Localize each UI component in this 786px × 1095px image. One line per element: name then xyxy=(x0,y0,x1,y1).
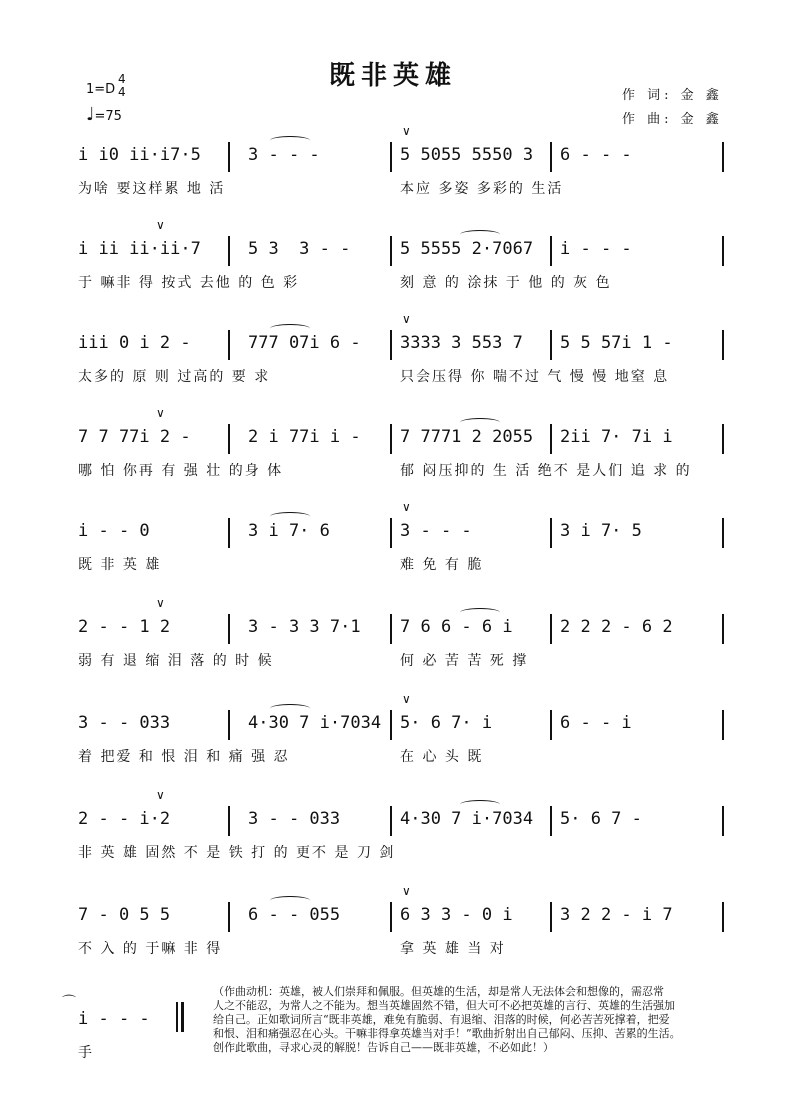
time-signature xyxy=(118,73,126,99)
lyric-line: 为啥 要这样累 地 活 xyxy=(78,181,226,197)
measure: 5 5055 5550 3 xyxy=(400,145,534,165)
measure: i - - - xyxy=(78,1009,150,1029)
slur-mark xyxy=(460,608,500,617)
barline xyxy=(390,518,392,548)
measure: 3 - - - xyxy=(400,521,472,541)
measure: 3 - - 033 xyxy=(248,809,341,829)
composition-notes xyxy=(213,985,733,1055)
lyric-line: 郁 闷压抑的 生 活 绝不 是人们 追 求 的 xyxy=(400,463,692,479)
lyric-line: 手 xyxy=(78,1045,94,1061)
barline xyxy=(722,806,724,836)
meter-top: 4 xyxy=(118,72,126,86)
barline xyxy=(390,614,392,644)
barline xyxy=(550,806,552,836)
barline xyxy=(550,236,552,266)
measure: 3333 3 553 7 xyxy=(400,333,523,353)
slur-mark xyxy=(270,896,310,905)
lyric-line: 刻 意 的 涂抹 于 他 的 灰 色 xyxy=(400,275,612,291)
composer-credit: 作 曲: 金 鑫 xyxy=(622,112,723,127)
measure: 2 2 2 - 6 2 xyxy=(560,617,673,637)
score-row xyxy=(60,884,730,978)
final-barline xyxy=(176,1002,178,1032)
barline xyxy=(722,518,724,548)
breath-mark-icon: ∨ xyxy=(156,218,165,232)
barline xyxy=(390,710,392,740)
barline xyxy=(390,424,392,454)
barline xyxy=(550,902,552,932)
breath-mark-icon: ∨ xyxy=(156,596,165,610)
barline xyxy=(722,236,724,266)
breath-mark-icon: ∨ xyxy=(156,788,165,802)
measure: 4·30 7 i·7034 xyxy=(400,809,534,829)
lyricist-credit: 作 词: 金 鑫 xyxy=(622,88,723,103)
measure: 2ii 7· 7i i xyxy=(560,427,673,447)
measure: 6 - - 055 xyxy=(248,905,341,925)
measure: 2 - - i·2 xyxy=(78,809,171,829)
barline xyxy=(228,614,230,644)
barline xyxy=(228,330,230,360)
slur-mark xyxy=(270,136,310,145)
measure: 2 i 77i i - xyxy=(248,427,361,447)
notes-line: 给自己。正如歌词所言“既非英雄，难免有脆弱、有退缩、泪落的时候，何必苦苦死撑着，把爱 xyxy=(213,1013,670,1026)
lyric-line: 何 必 苦 苦 死 撑 xyxy=(400,653,529,669)
barline xyxy=(390,142,392,172)
lyric-line: 于 嘛非 得 按式 去他 的 色 彩 xyxy=(78,275,300,291)
lyric-line: 难 免 有 脆 xyxy=(400,557,484,573)
score-row xyxy=(60,312,730,406)
barline xyxy=(228,902,230,932)
notes-line: 人之不能忍，为常人之不能为。想当英雄固然不错，但大可不必把英雄的言行、英雄的生活强加 xyxy=(213,999,675,1012)
barline xyxy=(550,142,552,172)
score-row xyxy=(60,692,730,786)
barline xyxy=(722,902,724,932)
barline xyxy=(228,142,230,172)
lyric-line: 在 心 头 既 xyxy=(400,749,484,765)
barline xyxy=(550,518,552,548)
lyric-line: 着 把爱 和 恨 泪 和 痛 强 忍 xyxy=(78,749,290,765)
lyric-line: 拿 英 雄 当 对 xyxy=(400,941,506,957)
meter-bottom: 4 xyxy=(118,85,126,99)
barline xyxy=(228,806,230,836)
measure: 5· 6 7 - xyxy=(560,809,642,829)
tempo-marking xyxy=(86,104,122,125)
measure: 5· 6 7· i xyxy=(400,713,493,733)
breath-mark-icon: ∨ xyxy=(156,406,165,420)
barline xyxy=(228,710,230,740)
score-row xyxy=(60,788,730,882)
score-row xyxy=(60,500,730,594)
lyric-line: 不 入 的 于嘛 非 得 xyxy=(78,941,223,957)
barline xyxy=(722,614,724,644)
measure: 5 3 3 - - xyxy=(248,239,351,259)
notes-line: 和恨、泪和痛强忍在心头。干嘛非得拿英雄当对手！”歌曲折射出自己郁闷、压抑、苦累的生活。 xyxy=(213,1027,681,1040)
breath-mark-icon: ∨ xyxy=(402,692,411,706)
score-row xyxy=(60,124,730,218)
barline xyxy=(722,424,724,454)
lyric-line: 哪 怕 你再 有 强 壮 的身 体 xyxy=(78,463,284,479)
lyric-line: 既 非 英 雄 xyxy=(78,557,162,573)
lyric-line: 本应 多姿 多彩的 生活 xyxy=(400,181,564,197)
measure: 5 5555 2·7067 xyxy=(400,239,534,259)
measure: 3 i 7· 6 xyxy=(248,521,330,541)
measure: 3 2 2 - i 7 xyxy=(560,905,673,925)
lyric-line: 弱 有 退 缩 泪 落 的 时 候 xyxy=(78,653,274,669)
barline xyxy=(390,902,392,932)
score-row xyxy=(60,218,730,312)
key-signature: 1=D xyxy=(86,82,116,97)
quarter-note-icon: ♩ xyxy=(86,104,95,125)
barline xyxy=(228,518,230,548)
measure: 5 5 57i 1 - xyxy=(560,333,673,353)
score-row xyxy=(60,406,730,500)
barline xyxy=(722,142,724,172)
measure: 3 - 3 3 7·1 xyxy=(248,617,361,637)
measure: 7 7771 2 2055 xyxy=(400,427,534,447)
measure: 2 - - 1 2 xyxy=(78,617,171,637)
measure: 777 07i 6 - xyxy=(248,333,361,353)
measure: 6 3 3 - 0 i xyxy=(400,905,513,925)
measure: i ii ii·ii·7 xyxy=(78,239,201,259)
measure: i - - - xyxy=(560,239,632,259)
slur-mark xyxy=(270,512,310,521)
measure: i - - 0 xyxy=(78,521,150,541)
score-row xyxy=(60,596,730,690)
slur-mark xyxy=(460,800,500,809)
breath-mark-icon: ∨ xyxy=(402,884,411,898)
barline xyxy=(550,424,552,454)
slur-mark xyxy=(460,418,500,427)
measure: 3 - - 033 xyxy=(78,713,171,733)
measure: 6 - - i xyxy=(560,713,632,733)
slur-mark xyxy=(270,324,310,333)
breath-mark-icon: ∨ xyxy=(402,312,411,326)
barline xyxy=(550,330,552,360)
measure: 7 7 77i 2 - xyxy=(78,427,191,447)
barline xyxy=(550,710,552,740)
lyric-line: 太多的 原 则 过高的 要 求 xyxy=(78,369,271,385)
measure: 7 - 0 5 5 xyxy=(78,905,171,925)
barline xyxy=(722,710,724,740)
final-barline-thick xyxy=(181,1002,184,1032)
measure: 4·30 7 i·7034 xyxy=(248,713,382,733)
tempo-value: =75 xyxy=(94,109,122,124)
fermata-icon: ⌒ xyxy=(62,995,76,1011)
barline xyxy=(390,806,392,836)
barline xyxy=(390,236,392,266)
slur-mark xyxy=(460,230,500,239)
barline xyxy=(228,424,230,454)
measure: 6 - - - xyxy=(560,145,632,165)
notes-line: 创作此歌曲，寻求心灵的解脱！告诉自己——既非英雄，不必如此！） xyxy=(213,1041,554,1054)
slur-mark xyxy=(270,704,310,713)
barline xyxy=(550,614,552,644)
breath-mark-icon: ∨ xyxy=(402,124,411,138)
lyric-line: 只会压得 你 喘不过 气 慢 慢 地窒 息 xyxy=(400,369,670,385)
measure: 3 i 7· 5 xyxy=(560,521,642,541)
song-title: 既非英雄 xyxy=(328,61,457,91)
measure: i i0 ii·i7·5 xyxy=(78,145,201,165)
measure: 3 - - - xyxy=(248,145,320,165)
barline xyxy=(228,236,230,266)
notes-line: （作曲动机：英雄，被人们崇拜和佩服。但英雄的生活，却是常人无法体会和想像的，需忍常 xyxy=(213,985,664,998)
lyric-line: 非 英 雄 固然 不 是 铁 打 的 更不 是 刀 剑 xyxy=(78,845,396,861)
barline xyxy=(722,330,724,360)
measure: iii 0 i 2 - xyxy=(78,333,191,353)
barline xyxy=(390,330,392,360)
measure: 7 6 6 - 6 i xyxy=(400,617,513,637)
breath-mark-icon: ∨ xyxy=(402,500,411,514)
